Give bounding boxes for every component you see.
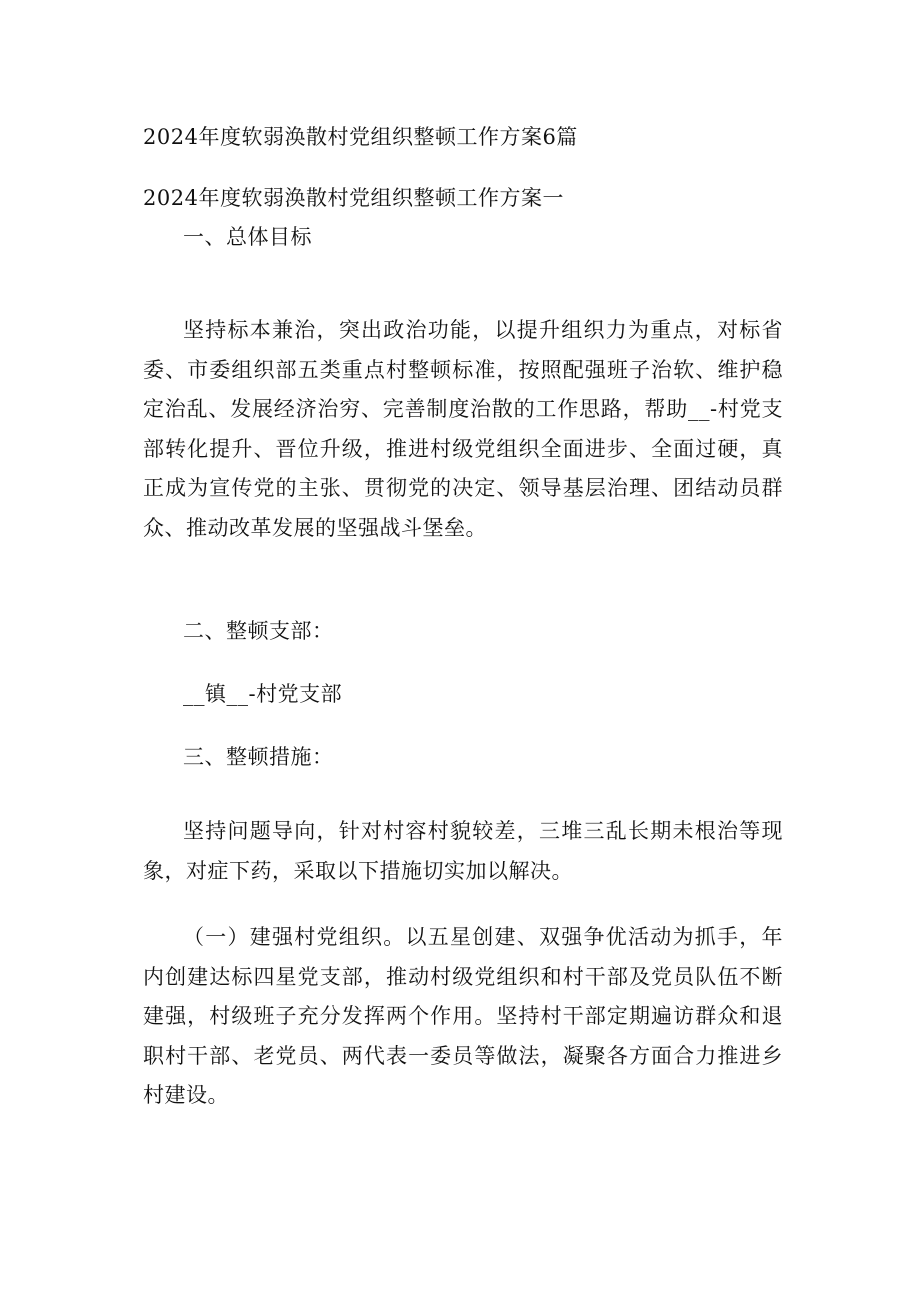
document-title: 2024年度软弱涣散村党组织整顿工作方案6篇: [143, 125, 578, 149]
section-heading-branch: 二、整顿支部：: [183, 619, 334, 643]
paragraph-measures: 坚持问题导向，针对村容村貌较差，三堆三乱长期未根治等现象，对症下药，采取以下措施切实加以解决。: [143, 819, 783, 883]
section-heading-measures: 三、整顿措施：: [183, 745, 334, 769]
paragraph-branch: __镇__-村党支部: [183, 682, 343, 706]
document-subtitle: 2024年度软弱涣散村党组织整顿工作方案一: [143, 186, 564, 210]
section-heading-goal: 一、总体目标: [183, 225, 312, 249]
paragraph-measure-1: （一）建强村党组织。以五星创建、双强争优活动为抓手，年内创建达标四星党支部，推动村级党组织和村干部及党员队伍不断建强，村级班子充分发挥两个作用。坚持村干部定期遍访群众和退职村干部、老党员、两代表一委员等做法，凝聚各方面合力推进乡村建设。: [143, 925, 783, 1107]
paragraph-goal: 坚持标本兼治，突出政治功能，以提升组织力为重点，对标省委、市委组织部五类重点村整顿标准，按照配强班子治软、维护稳定治乱、发展经济治穷、完善制度治散的工作思路，帮助__-村党支部转化提升、晋位升级，推进村级党组织全面进步、全面过硬，真正成为宣传党的主张、贯彻党的决定、领导基层治理、团结动员群众、推动改革发展的坚强战斗堡垒。: [143, 318, 783, 540]
